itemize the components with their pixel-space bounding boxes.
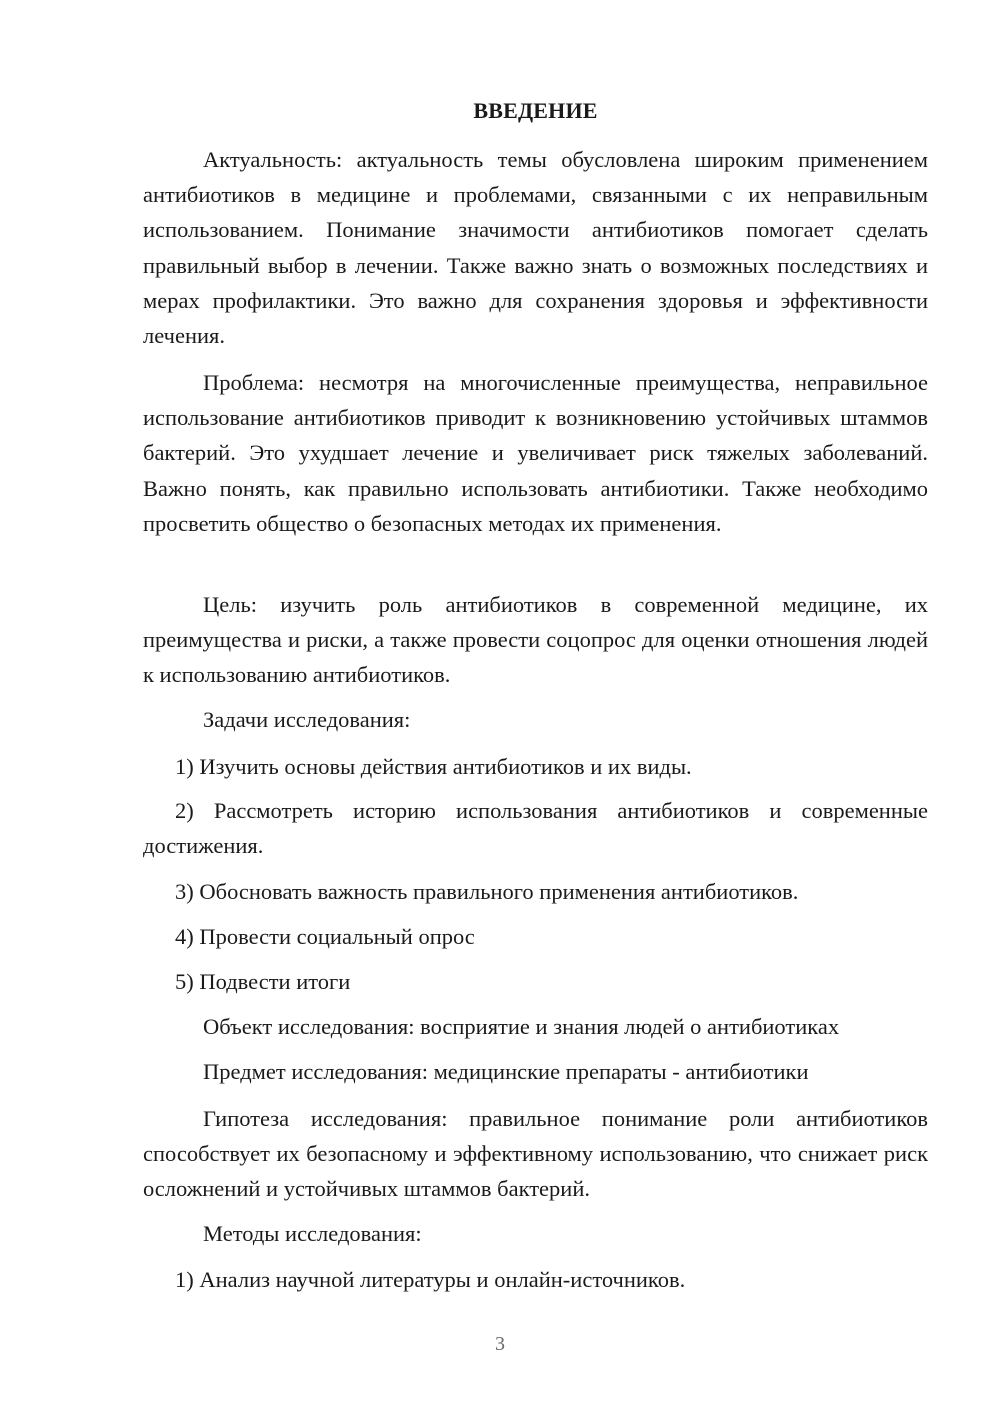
hypothesis-paragraph: Гипотеза исследования: правильное понимание роли антибиотиков способствует их безопасному и эффективному использованию, что снижает риск осложнений и устойчивых штаммов бактерий.: [143, 1106, 928, 1202]
task-item-3: 3) Обосновать важность правильного применения антибиотиков.: [175, 879, 799, 904]
section-heading: ВВЕДЕНИЕ: [473, 98, 598, 123]
page-number: 3: [495, 1333, 505, 1355]
problem-paragraph: Проблема: несмотря на многочисленные преимущества, неправильное использование антибиотиков приводит к возникновению устойчивых штаммов бактерий. Это ухудшает лечение и увеличивает риск тяжелых заболеваний. Важно понять, как правильно использовать антибиотики. Также необходимо просветить общество о безопасных методах их применения.: [143, 370, 928, 536]
subject-paragraph: Предмет исследования: медицинские препараты - антибиотики: [203, 1059, 809, 1084]
document-page: [143, 0, 928, 1414]
task-item-4: 4) Провести социальный опрос: [175, 924, 475, 949]
task-item-5: 5) Подвести итоги: [175, 969, 351, 994]
tasks-title: Задачи исследования:: [203, 707, 411, 732]
object-paragraph: Объект исследования: восприятие и знания людей о антибиотиках: [203, 1014, 840, 1039]
goal-paragraph: Цель: изучить роль антибиотиков в современной медицине, их преимущества и риски, а также провести соцопрос для оценки отношения людей к использованию антибиотиков.: [143, 592, 928, 688]
task-item-1: 1) Изучить основы действия антибиотиков и их виды.: [175, 754, 692, 779]
task-item-2: 2) Рассмотреть историю использования антибиотиков и современные достижения.: [143, 798, 928, 859]
method-item-1: 1) Анализ научной литературы и онлайн-источников.: [175, 1267, 686, 1292]
methods-title: Методы исследования:: [203, 1221, 422, 1246]
relevance-paragraph: Актуальность: актуальность темы обусловлена широким применением антибиотиков в медицине и проблемами, связанными с их неправильным использованием. Понимание значимости антибиотиков помогает сделать правильный выбор в лечении. Также важно знать о возможных последствиях и мерах профилактики. Это важно для сохранения здоровья и эффективности лечения.: [143, 147, 928, 349]
